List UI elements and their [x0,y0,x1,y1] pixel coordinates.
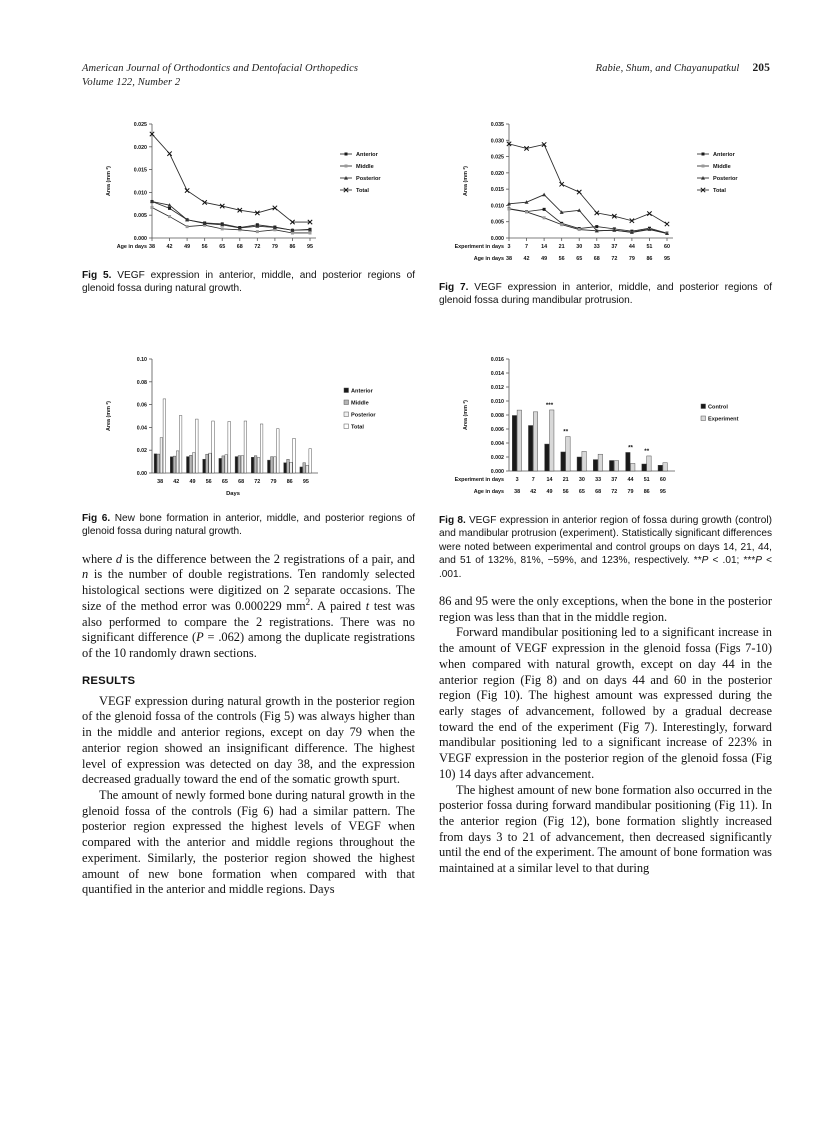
svg-text:Anterior: Anterior [351,388,373,395]
svg-text:68: 68 [236,244,243,250]
svg-text:79: 79 [270,478,277,485]
svg-text:**: ** [628,444,633,452]
svg-text:Experiment in days: Experiment in days [454,244,504,250]
svg-text:60: 60 [664,244,670,250]
svg-text:44: 44 [627,476,634,483]
figure-6 [82,345,415,539]
svg-text:56: 56 [201,244,208,250]
svg-text:0.04: 0.04 [136,425,147,432]
paragraph-new-bone-posterior: The highest amount of new bone formation also occurred in the posterior fossa during forward mandibular positioning (Fig 11). In the anterior region (Fig 12), bone formation slightly increased from days 3 to 21 of advancement, then decreased significantly until the end of the experiment. The amount of bone formation was maintained at a similar level to that during [439,782,772,876]
svg-text:86: 86 [643,488,650,495]
svg-text:38: 38 [149,244,155,250]
svg-text:49: 49 [546,488,553,495]
svg-text:0.020: 0.020 [490,170,504,177]
right-column-body [439,594,772,877]
svg-text:Total: Total [351,424,364,431]
svg-text:Days: Days [226,490,240,497]
svg-text:44: 44 [628,244,635,250]
svg-text:56: 56 [558,256,565,262]
svg-text:0.000: 0.000 [133,236,147,242]
svg-text:68: 68 [593,256,600,262]
fig6-caption [82,512,415,539]
paragraph-vegf-natural-growth: VEGF expression during natural growth in the posterior region of the glenoid fossa of the controls (Fig 5) was always higher than in the middle and anterior regions, except on day 79 when the anterior region showed an insignificant difference. The highest level of expression was detected on day 38, and the expression decreased gradually toward the end of the somatic growth spurt. [82,693,415,787]
running-head-authors-page [596,62,770,74]
svg-text:37: 37 [611,244,618,250]
fig7-chart [439,110,772,272]
running-head-journal [82,62,358,90]
svg-text:0.000: 0.000 [490,468,504,475]
svg-text:79: 79 [627,488,634,495]
svg-text:68: 68 [595,488,602,495]
svg-text:Area (mm ²): Area (mm ²) [106,166,112,196]
svg-text:65: 65 [221,478,228,485]
svg-text:0.02: 0.02 [136,448,147,455]
column-left [82,110,415,308]
svg-text:95: 95 [302,478,309,485]
svg-text:30: 30 [578,476,585,483]
column-left-lower [82,345,415,898]
svg-text:21: 21 [558,244,565,250]
figure-5 [82,110,415,296]
fig8-label: Fig 8. [439,514,466,526]
fig8-caption-text: VEGF expression in anterior region of fossa during growth (control) and mandibular protrusion (experiment). Statistically significant differences were noted between experimental and control groups on days 14, 21, 44, and 51 of 132%, 81%, −59%, and 123%, respectively. **P < .01; ***P < .001. [439,514,773,580]
svg-text:Posterior: Posterior [351,412,376,419]
svg-text:0.002: 0.002 [490,454,504,461]
svg-text:37: 37 [611,476,618,483]
figure-row-top [82,110,773,308]
paragraph-exceptions: 86 and 95 were the only exceptions, when the bone in the posterior region was less than that in the middle region. [439,593,772,624]
svg-text:65: 65 [219,244,226,250]
svg-text:0.025: 0.025 [490,154,504,161]
svg-text:0.004: 0.004 [490,440,504,447]
svg-text:0.025: 0.025 [133,122,147,128]
svg-text:0.020: 0.020 [133,144,147,151]
fig5-caption-text: VEGF expression in anterior, middle, and posterior regions of glenoid fossa during natural growth. [82,270,416,295]
svg-text:72: 72 [254,244,261,250]
svg-text:Area (mm ²): Area (mm ²) [106,400,112,431]
svg-text:Total: Total [356,188,369,195]
fig7-label: Fig 7. [439,282,469,293]
figure-8 [439,345,772,581]
svg-text:Anterior: Anterior [356,152,378,159]
svg-text:0.006: 0.006 [490,426,504,433]
paragraph-forward-positioning: Forward mandibular positioning led to a significant increase in the amount of VEGF expression in the glenoid fossa (Figs 7-10) when compared with natural growth, except on day 44 in the anterior region (Fig 8) and on days 44 and 60 in the posterior region (Fig 10). The highest amount was expressed during the early stages of advancement, followed by a gradual decrease toward the end of the experiment (Fig 7). Interestingly, forward mandibular positioning led to a significant increase of 223% in VEGF expression in the posterior region of the glenoid fossa (Fig 10) 14 days after advancement. [439,625,772,781]
fig5-label: Fig 5. [82,270,112,281]
svg-text:38: 38 [506,256,512,262]
svg-text:Area (mm ²): Area (mm ²) [463,399,469,430]
svg-text:49: 49 [189,478,196,485]
svg-text:14: 14 [546,476,553,483]
page-number: 205 [752,62,770,74]
svg-text:56: 56 [205,478,212,485]
svg-text:38: 38 [514,488,521,495]
svg-text:Age in days: Age in days [473,256,504,262]
fig8-chart [439,345,772,505]
fig5-caption [82,269,415,296]
content-row [82,345,773,898]
figure-7 [439,110,772,308]
fig7-caption-text: VEGF expression in anterior, middle, and posterior regions of glenoid fossa during mandibular protrusion. [439,282,773,307]
svg-text:51: 51 [646,244,653,250]
column-right-lower [439,345,772,898]
svg-text:79: 79 [628,256,635,262]
svg-text:0.015: 0.015 [133,167,147,174]
paragraph-method-error: where d is the difference between the 2 registrations of a pair, and n is the number of double registrations. Ten randomly selected histological sections were digitized on 2 separate occasions. The size of the method error was 0.000229 $mm^2$. A paired t test was also performed to compare the 2 registrations. There was no significant difference (P = .062) among the duplicate registrations of the 10 randomly drawn sections. [82,551,415,660]
svg-text:33: 33 [593,244,600,250]
svg-text:***: *** [545,401,554,409]
journal-title: American Journal of Orthodontics and Dentofacial Orthopedics [82,63,359,74]
svg-text:95: 95 [664,256,670,262]
svg-text:Posterior: Posterior [713,176,738,183]
svg-text:Middle: Middle [713,164,731,171]
svg-text:51: 51 [643,476,650,483]
spacer [82,308,770,331]
svg-text:0.005: 0.005 [133,213,147,220]
svg-text:0.010: 0.010 [133,190,147,197]
svg-text:14: 14 [541,244,548,250]
svg-text:Control: Control [708,404,728,411]
svg-text:86: 86 [646,256,653,262]
svg-text:0.008: 0.008 [490,412,504,419]
svg-text:0.08: 0.08 [136,379,147,386]
svg-text:0.015: 0.015 [490,187,504,194]
svg-text:0.035: 0.035 [490,122,504,128]
svg-text:Total: Total [713,188,726,195]
svg-text:42: 42 [173,478,180,485]
svg-text:42: 42 [166,244,173,250]
section-heading-results: RESULTS [82,674,136,687]
svg-text:0.10: 0.10 [136,356,147,363]
fig5-chart [82,110,415,260]
svg-text:**: ** [563,428,569,436]
svg-text:3: 3 [515,476,519,483]
svg-text:0.012: 0.012 [490,384,504,391]
left-column-body [82,552,415,898]
journal-volume: Volume 122, Number 2 [82,77,181,89]
paragraph-bone-formation: The amount of newly formed bone during natural growth in the glenoid fossa of the controls (Fig 6) had a similar pattern. The posterior region expressed the highest levels of VEGF when compared with the anterior and middle regions throughout the experiment. Similarly, the posterior region showed the highest amount of new bone formation when compared with that quantified in the anterior and middle regions. Days [82,788,415,897]
svg-text:30: 30 [576,244,583,250]
svg-text:Experiment in days: Experiment in days [454,476,504,483]
svg-text:42: 42 [530,488,537,495]
svg-text:Posterior: Posterior [356,176,381,183]
svg-text:72: 72 [254,478,261,485]
svg-text:0.005: 0.005 [490,219,504,226]
svg-text:0.030: 0.030 [490,138,504,145]
svg-text:Anterior: Anterior [713,152,735,159]
svg-text:56: 56 [562,488,569,495]
svg-text:79: 79 [271,244,278,250]
svg-text:Middle: Middle [356,164,374,171]
svg-text:0.00: 0.00 [136,470,147,477]
fig6-label: Fig 6. [82,512,111,524]
svg-text:49: 49 [541,256,548,262]
svg-text:72: 72 [611,488,618,495]
svg-text:42: 42 [523,256,530,262]
svg-text:Age in days: Age in days [116,244,147,250]
svg-text:3: 3 [507,244,511,250]
svg-text:95: 95 [307,244,313,250]
svg-text:Middle: Middle [351,400,369,407]
fig6-caption-text: New bone formation in anterior, middle, and posterior regions of glenoid fossa during natural growth. [82,512,416,538]
svg-text:95: 95 [659,488,666,495]
svg-text:49: 49 [184,244,191,250]
svg-text:33: 33 [595,476,602,483]
svg-text:Experiment: Experiment [708,416,739,423]
svg-text:60: 60 [659,476,666,483]
author-list: Rabie, Shum, and Chayanupatkul [595,63,740,74]
svg-text:65: 65 [576,256,583,262]
svg-text:65: 65 [578,488,585,495]
spacer [439,581,772,594]
column-right [439,110,772,308]
svg-text:86: 86 [286,478,293,485]
svg-text:0.06: 0.06 [136,402,147,409]
svg-text:0.016: 0.016 [490,356,504,363]
svg-text:0.014: 0.014 [490,370,504,377]
svg-text:38: 38 [157,478,164,485]
svg-text:Area (mm ²): Area (mm ²) [463,166,469,196]
svg-text:0.010: 0.010 [490,203,504,210]
running-head [82,62,770,96]
fig7-caption [439,281,772,308]
svg-text:21: 21 [562,476,569,483]
spacer [82,539,415,552]
svg-text:86: 86 [289,244,296,250]
fig6-chart [82,345,415,503]
svg-text:68: 68 [238,478,245,485]
svg-text:7: 7 [525,244,529,250]
svg-text:7: 7 [531,476,535,483]
svg-text:0.010: 0.010 [490,398,504,405]
svg-text:**: ** [644,447,650,455]
svg-text:0.000: 0.000 [490,236,504,242]
svg-text:72: 72 [611,256,618,262]
svg-text:Age in days: Age in days [473,488,504,495]
fig8-caption [439,514,772,581]
